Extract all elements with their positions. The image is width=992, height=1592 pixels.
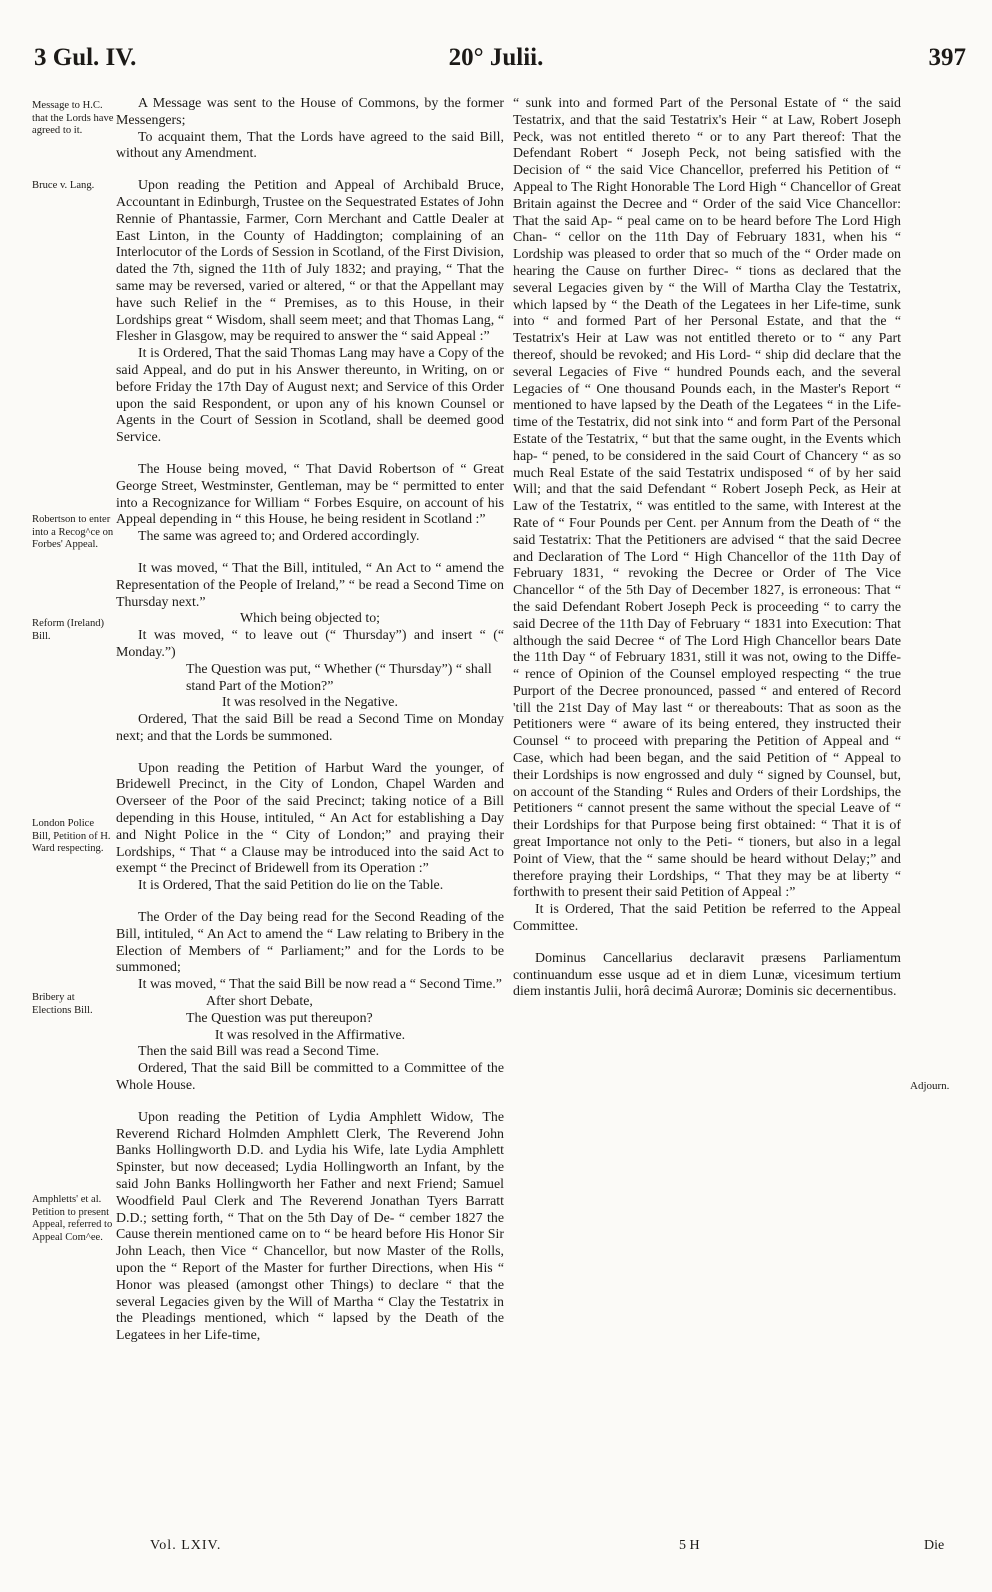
message-acquaint: To acquaint them, That the Lords have agreed to the said Bill, without any Amendment. [116, 129, 504, 162]
margin-note-police-bill: London Police Bill, Petition of H. Ward respecting. [32, 818, 111, 855]
reform-question: The Question was put, “ Whether (“ Thursday”) “ shall stand Part of the Motion?” [186, 661, 492, 694]
margin-note-amphletts: Amphletts' et al. Petition to present Appeal, referred to Appeal Com^ee. [32, 1194, 113, 1243]
running-head-date: 20° Julii. [448, 44, 544, 71]
robertson-motion-paragraph: The House being moved, “ That David Robertson of “ Great George Street, Westminster, Gentleman, may be “ permitted to enter into a Recognizance for William “ Forbes Esquire, on account of his Appeal depending in “ this House, he being resident in Scotland :” [116, 461, 504, 528]
message-paragraph: A Message was sent to the House of Commons, by the former Messengers; [116, 96, 504, 128]
bribery-debate: After short Debate, [206, 994, 313, 1010]
right-text-column [513, 96, 901, 1001]
adjournment-paragraph: Dominus Cancellarius declaravit præsens Parliamentum continuandum esse usque ad et in diem Lunæ, vicesimum tertium diem instantis Julii, horâ decimâ Auroræ; Dominis sic decernentibus. [513, 950, 901, 1000]
bribery-motion: It was moved, “ That the said Bill be now read a “ Second Time.” [138, 977, 502, 993]
bribery-question: The Question was put thereupon? [186, 1010, 373, 1026]
reform-negative: It was resolved in the Negative. [222, 695, 398, 711]
margin-note-bribery-bill: Bribery at Elections Bill. [32, 992, 93, 1016]
bruce-appeal-paragraph: Upon reading the Petition and Appeal of Archibald Bruce, Accountant in Edinburgh, Trustee on the Sequestrated Estates of John Rennie of Phantassie, Farmer, Corn Merchant and Cattle Dealer at East Linton, in the County of Haddington; complaining of an Interlocutor of the Lords of Session in Scotland, of the First Division, dated the 7th, signed the 11th of July 1832; and praying, “ That the same may be reversed, varied or altered, “ or that the Appellant may have such Relief in the “ Premises, as to this House, in their Lordships great “ Wisdom, shall seem meet; and that Thomas Lang, “ Flesher in Glasgow, may be required to answer the “ said Appeal :” [116, 178, 504, 345]
reform-leave-out: It was moved, “ to leave out (“ Thursday”) and insert “ (“ Monday.”) [116, 628, 504, 660]
reform-ordered: Ordered, That the said Bill be read a Second Time on Monday next; and that the Lords be summoned. [116, 712, 504, 744]
margin-note-robertson: Robertson to enter into a Recog^ce on Forbes' Appeal. [32, 514, 114, 551]
catchword: Die [924, 1538, 945, 1553]
margin-note-adjourn: Adjourn. [910, 1080, 950, 1092]
bribery-second-time: Then the said Bill was read a Second Time. [138, 1044, 380, 1060]
ward-order: It is Ordered, That the said Petition do lie on the Table. [138, 878, 444, 894]
amphlett-petition-continued: “ sunk into and formed Part of the Personal Estate of “ the said Testatrix, and that the said Testatrix's Heir “ at Law, Robert Joseph Peck, was not entitled thereto “ or to any Part thereof: That the Defendant Robert “ Joseph Peck, not being satisfied with the Decision of “ the said Vice Chancellor, preferred his Petition of “ Appeal to The Right Honorable The Lord High “ Chancellor of Great Britain against the Decree and “ Order of the said Vice Chancellor: That the said Ap- “ peal came on to be heard before The Lord High Chan- “ cellor on the 11th Day of February 1831, when his “ Lordship was pleased to order that so much of the “ Order made on hearing the Cause on further Direc- “ tions as declared that the several Legacies given by “ the Will of Martha Clay the Testatrix, which lapsed by “ the Death of the Legatees in her Life-time, sunk into “ and formed Part of her Personal Estate, and that the “ Testatrix's Heir at Law was not entitled thereto or to “ any Part thereof, should be revoked; and His Lord- “ ship did declare that the several Legacies of Five “ hundred Pounds each, and the several Legacies of “ One thousand Pounds each, in the Master's Report “ mentioned to have lapsed by the Death of the Legatees “ in the Life-time of the Testatrix, did not sink into “ and form Part of the Personal Estate of the Testatrix, “ but that the same ought, in the Events which hap- “ pened, to be considered in the said Court of Chancery “ as so much Real Estate of the said Testatrix undisposed “ of by her said Will; and that the said Defendant “ Robert Joseph Peck, as Heir at Law of the Testatrix, “ was entitled to the same, with Interest at the Rate of “ Four Pounds per Cent. per Annum from the Death of “ the said Testatrix: That the Petitioners are advised “ that the said Decree and Declaration of The Lord “ High Chancellor of the 11th Day of February 1831, “ revoking the Decree or Order of The Vice Chancellor “ of the 5th Day of December 1827, is erroneous: That “ the said Defendant Robert Joseph Peck is proceeding “ to carry the said Decree of the 11th Day of February “ 1831 into Execution: That although the said Decree “ of The Lord High Chancellor bears Date the 11th Day “ of February 1831, still it was not, owing to the Diffe- “ rence of Opinion of the Counsel employed respecting “ the true Purport of the Decree pronounced, passed “ and entered of Record 'till the 21st Day of May last “ or thereabouts: That as soon as the Petitioners were “ aware of its being entered, they instructed their Counsel “ to proceed with preparing the Petition of Appeal and “ Case, which had been began, and the said Petition of “ Appeal to their Lordships is now engrossed and duly “ signed by Counsel, but, on account of the Standing “ Rules and Orders of their Lordships, the Petitioners “ cannot present the same without the special Leave of “ their Lordships for that Purpose being first obtained: “ That it is of great Importance not only to the Peti- “ tioners, but also in a legal Point of View, that the “ same should be heard without Delay;” and therefore praying their Lordships, “ That they may be at liberty “ forthwith to present their said Petition of Appeal :” [513, 96, 901, 901]
running-head-regnal-year: 3 Gul. IV. [34, 44, 137, 71]
margin-note-reform-bill: Reform (Ireland) Bill. [32, 618, 105, 642]
reform-motion-paragraph: It was moved, “ That the Bill, intituled, “ An Act to “ amend the Representation of the People of Ireland,” “ be read a Second Time on Thursday next.” [116, 560, 504, 610]
bribery-affirmative: It was resolved in the Affirmative. [214, 1027, 406, 1043]
bribery-order-of-day: The Order of the Day being read for the Second Reading of the Bill, intituled, “ An Act to amend the “ Law relating to Bribery in the Election of Members of “ Parliament;” and for the Lords to be summoned; [116, 910, 504, 976]
reform-objected: Which being objected to; [239, 611, 381, 627]
bribery-committed: Ordered, That the said Bill be committed to a Committee of the Whole House. [116, 1061, 504, 1094]
amphlett-petition-paragraph: Upon reading the Petition of Lydia Amphlett Widow, The Reverend Richard Holmden Amphlett Clerk, The Reverend John Banks Hollingworth D.D. and Lydia his Wife, late Lydia Amphlett Spinster, but now deceased; Lydia Hollingworth an Infant, by the said John Banks Hollingworth her Father and next Friend; Samuel Woodfield Paul Clerk and The Reverend Jonathan Tyers Barratt D.D.; setting forth, “ That on the 5th Day of De- “ cember 1827 the Cause therein mentioned came on to “ be heard before His Honor Sir John Leach, then Vice “ Chancellor, but now Master of the Rolls, upon the “ Report of the Master for further Directions, when His “ Honor was pleased (amongst other Things) to declare “ that the several Legacies given by the Will of Martha “ Clay the Testatrix in the Pleadings mentioned, which “ lapsed by the Death of the Legatees in her Life-time, [116, 1109, 504, 1344]
left-text-column [116, 96, 504, 1345]
margin-note-bruce-lang: Bruce v. Lang. [32, 180, 95, 191]
volume-label: Vol. LXIV. [150, 1538, 222, 1553]
signature-mark: 5 H [679, 1538, 700, 1553]
bruce-order-paragraph: It is Ordered, That the said Thomas Lang may have a Copy of the said Appeal, and do put in his Answer thereunto, in Writing, on or before Friday the 17th Day of August next; and Service of this Order upon the said Respondent, or upon any of his known Counsel or Agents in the Court of Session in Scotland, shall be deemed good Service. [116, 346, 504, 446]
amphlett-order: It is Ordered, That the said Petition be referred to the Appeal Committee. [513, 902, 901, 935]
page-number: 397 [928, 44, 966, 71]
robertson-agreed: The same was agreed to; and Ordered accordingly. [138, 529, 420, 545]
margin-note-message: Message to H.C. that the Lords have agreed to it. [32, 100, 114, 137]
ward-petition-paragraph: Upon reading the Petition of Harbut Ward the younger, of Bridewell Precinct, in the City of London, Chapel Warden and Overseer of the Poor of the said Precinct; taking notice of a Bill depending in this House, intituled, “ An Act for establishing a Day and Night Police in the “ City of London;” and praying their Lordships, “ That “ a Clause may be introduced into the said Act to exempt “ the Precinct of Bridewell from its Operation :” [116, 760, 504, 877]
